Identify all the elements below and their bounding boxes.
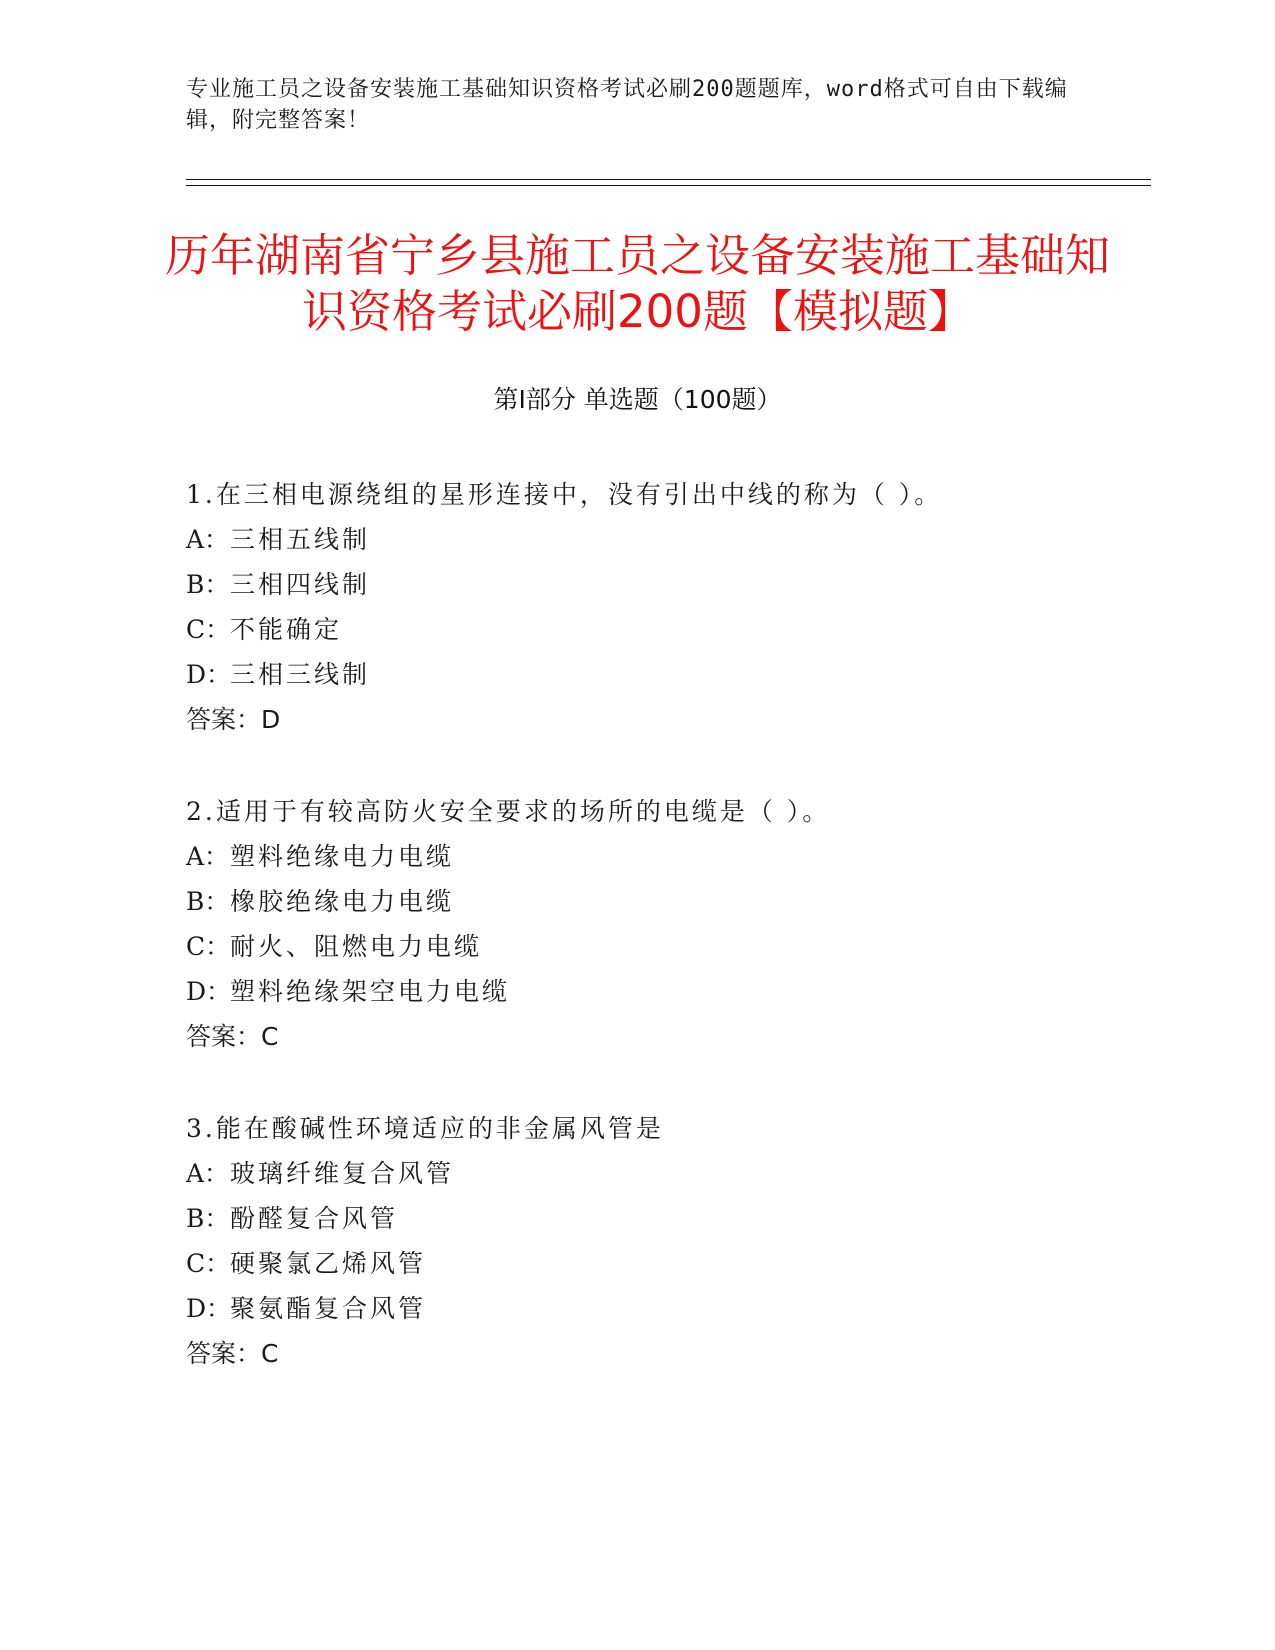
header-note: 专业施工员之设备安装施工基础知识资格考试必刷200题题库，word格式可自由下载编辑，附完整答案！: [186, 77, 1068, 133]
option-text: 塑料绝缘架空电力电缆: [230, 977, 511, 1006]
option-b: [186, 887, 1086, 932]
option-letter: B：: [186, 887, 230, 916]
answer: 答案：C: [186, 1022, 279, 1051]
document-title: 历年湖南省宁乡县施工员之设备安装施工基础知识资格考试必刷200题【模拟题】: [164, 229, 1110, 338]
header-divider-bottom: [186, 185, 1151, 186]
option-text: 三相三线制: [230, 660, 371, 689]
option-text: 不能确定: [230, 615, 343, 644]
option-a: [186, 842, 1086, 887]
question-stem: 2.适用于有较高防火安全要求的场所的电缆是（ ）。: [186, 797, 831, 826]
option-letter: C：: [186, 615, 231, 644]
option-letter: A：: [186, 1159, 230, 1188]
option-b: [186, 570, 1086, 615]
option-text: 塑料绝缘电力电缆: [230, 842, 455, 871]
answer: 答案：D: [186, 705, 281, 734]
answer: 答案：C: [186, 1339, 279, 1368]
option-d: [186, 1294, 1086, 1339]
question-3: [186, 1114, 1086, 1384]
option-letter: B：: [186, 570, 230, 599]
question-stem: 3.能在酸碱性环境适应的非金属风管是: [186, 1114, 664, 1143]
option-d: [186, 660, 1086, 705]
option-letter: C：: [186, 1249, 231, 1278]
option-text: 三相五线制: [230, 525, 371, 554]
option-letter: D：: [186, 660, 232, 689]
option-text: 酚醛复合风管: [230, 1204, 399, 1233]
option-letter: B：: [186, 1204, 230, 1233]
option-letter: A：: [186, 842, 230, 871]
question-1: [186, 480, 1086, 750]
option-a: [186, 525, 1086, 570]
option-text: 三相四线制: [230, 570, 371, 599]
option-text: 耐火、阻燃电力电缆: [230, 932, 483, 961]
option-letter: D：: [186, 1294, 232, 1323]
option-b: [186, 1204, 1086, 1249]
header-divider-top: [186, 179, 1151, 180]
option-letter: C：: [186, 932, 231, 961]
option-letter: D：: [186, 977, 232, 1006]
option-c: [186, 1249, 1086, 1294]
question-stem: 1.在三相电源绕组的星形连接中，没有引出中线的称为（ ）。: [186, 480, 943, 509]
option-c: [186, 932, 1086, 977]
option-d: [186, 977, 1086, 1022]
option-text: 橡胶绝缘电力电缆: [230, 887, 455, 916]
option-text: 聚氨酯复合风管: [230, 1294, 427, 1323]
option-letter: A：: [186, 525, 230, 554]
option-text: 玻璃纤维复合风管: [230, 1159, 455, 1188]
option-text: 硬聚氯乙烯风管: [230, 1249, 427, 1278]
option-c: [186, 615, 1086, 660]
question-2: [186, 797, 1086, 1067]
option-a: [186, 1159, 1086, 1204]
section-title: 第Ⅰ部分 单选题（100题）: [493, 385, 782, 414]
